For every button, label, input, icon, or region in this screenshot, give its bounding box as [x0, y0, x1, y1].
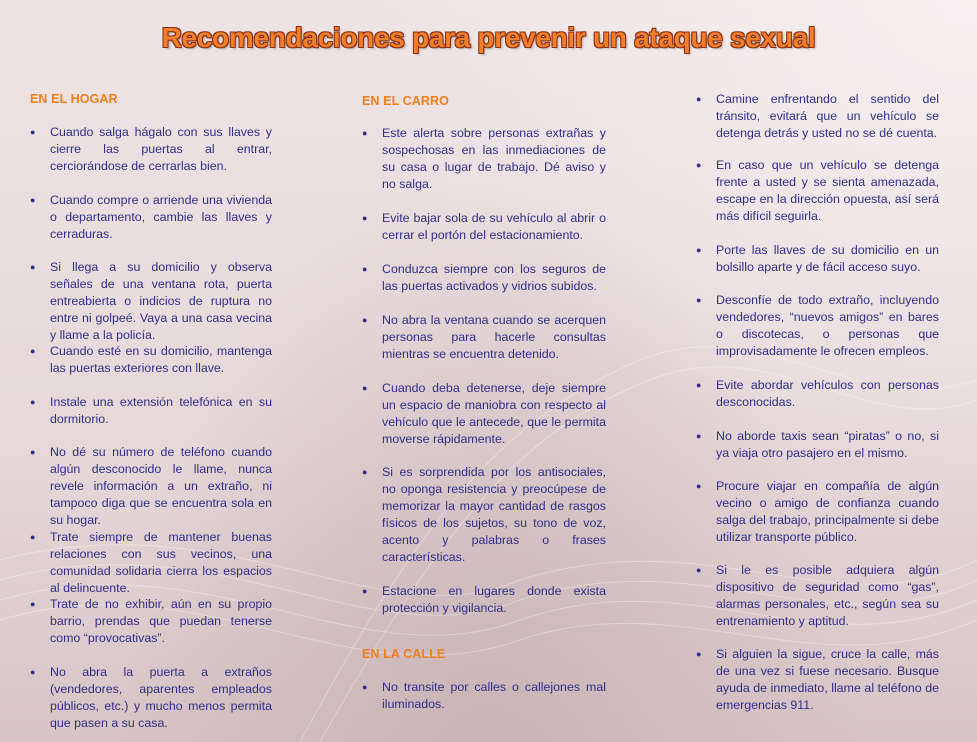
list-item: ● Desconfíe de todo extraño, incluyendo vendedores, “nuevos amigos” en bares o discotecas, o personas que improvisadamente le ofrecen empleos.: [696, 292, 939, 360]
list-item: ● Este alerta sobre personas extrañas y sospechosas en las inmediaciones de su casa o lugar de trabajo. Dé aviso y no salga.: [362, 125, 606, 193]
list-item: ● Trate siempre de mantener buenas relaciones con sus vecinos, una comunidad solidaria cierra los espacios al delincuente.: [30, 529, 272, 597]
section-heading-hogar: EN EL HOGAR: [30, 92, 118, 106]
list-item: ● Evite abordar vehículos con personas desconocidas.: [696, 377, 939, 411]
list-item: ● Si llega a su domicilio y observa señales de una ventana rota, puerta entreabierta o indicios de ruptura no entre ni golpeé. Vaya a una casa vecina y llame a la policía.: [30, 259, 272, 344]
list-item: ● Estacione en lugares donde exista protección y vigilancia.: [362, 583, 606, 617]
list-item: ● Conduzca siempre con los seguros de las puertas activados y vidrios subidos.: [362, 261, 606, 295]
list-item: ● No aborde taxis sean “piratas” o no, si ya viaja otro pasajero en el mismo.: [696, 428, 939, 462]
list-item: ● Camine enfrentando el sentido del tránsito, evitará que un vehículo se detenga detrás y usted no se dé cuenta.: [696, 91, 939, 142]
list-item: ● No abra la ventana cuando se acerquen personas para hacerle consultas mientras se encuentra detenido.: [362, 312, 606, 363]
list-item: ● Evite bajar sola de su vehículo al abrir o cerrar el portón del estacionamiento.: [362, 210, 606, 244]
section-heading-calle: EN LA CALLE: [362, 647, 446, 661]
list-item: ● Porte las llaves de su domicilio en un bolsillo aparte y de fácil acceso suyo.: [696, 242, 939, 276]
list-item: ● Si es sorprendida por los antisociales, no oponga resistencia y preocúpese de memorizar la mayor cantidad de rasgos físicos de los sujetos, su tono de voz, acento y palabras o frases características.: [362, 464, 606, 566]
list-item: ● Cuando compre o arriende una vivienda o departamento, cambie las llaves y cerraduras.: [30, 192, 272, 243]
list-item: ● No abra la puerta a extraños (vendedores, aparentes empleados públicos, etc.) y mucho menos permita que pasen a su casa.: [30, 664, 272, 732]
list-item: ● En caso que un vehículo se detenga frente a usted y se sienta amenazada, escape en la dirección opuesta, así será más difícil seguirla.: [696, 157, 939, 225]
list-item: ● Trate de no exhibir, aún en su propio barrio, prendas que puedan tenerse como “provocativas”.: [30, 596, 272, 647]
page-title: Recomendaciones para prevenir un ataque sexual: [161, 22, 816, 53]
list-item: ● Procure viajar en compañía de algún vecino o amigo de confianza cuando salga del trabajo, principalmente si debe utilizar transporte público.: [696, 478, 939, 546]
section-heading-carro: EN EL CARRO: [362, 94, 449, 108]
list-item: ● Instale una extensión telefónica en su dormitorio.: [30, 394, 272, 428]
list-item: ● No transite por calles o callejones mal iluminados.: [362, 679, 606, 713]
list-item: ● Si alguien la sigue, cruce la calle, más de una vez si fuese necesario. Busque ayuda de inmediato, llame al teléfono de emergencias 911.: [696, 646, 939, 714]
list-item: ● No dé su número de teléfono cuando algún desconocido le llame, nunca revele información a un extraño, ni tampoco diga que se encuentra sola en su hogar.: [30, 444, 272, 529]
list-item: ● Si le es posible adquiera algún dispositivo de seguridad como “gas”, alarmas personales, etc., según sea su entrenamiento y aptitud.: [696, 562, 939, 630]
list-item: ● Cuando deba detenerse, deje siempre un espacio de maniobra con respecto al vehículo que le antecede, que le permita moverse rápidamente.: [362, 380, 606, 448]
list-item: ● Cuando esté en su domicilio, mantenga las puertas exteriores con llave.: [30, 343, 272, 377]
list-item: ● Cuando salga hágalo con sus llaves y cierre las puertas al entrar, cerciorándose de cerrarlas bien.: [30, 124, 272, 175]
